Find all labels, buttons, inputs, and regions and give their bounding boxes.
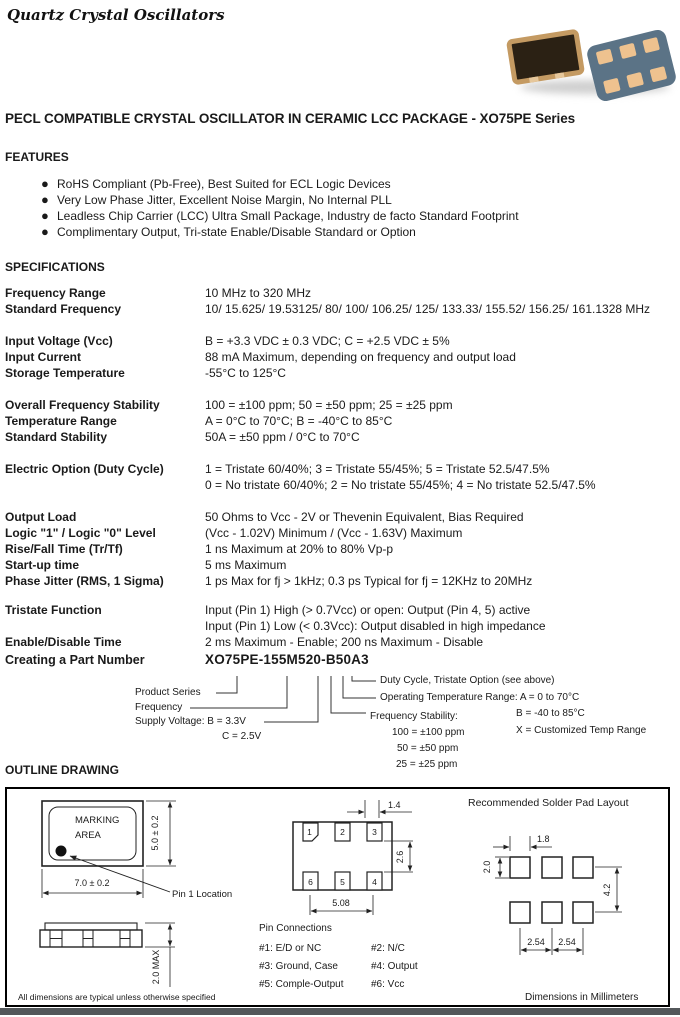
spec-value: -55°C to 125°C bbox=[205, 366, 286, 380]
feature-item bbox=[0, 192, 680, 208]
bullet-icon: ● bbox=[41, 176, 49, 191]
label-supply-voltage: Supply Voltage: B = 3.3V bbox=[135, 716, 246, 727]
pad-number: 5 bbox=[340, 877, 345, 887]
table-row bbox=[5, 509, 677, 525]
table-row bbox=[5, 429, 677, 445]
pin1-dot bbox=[56, 846, 67, 857]
solder-pad bbox=[542, 857, 562, 878]
spec-value: Input (Pin 1) High (> 0.7Vcc) or open: Output (Pin 4, 5) active bbox=[205, 603, 531, 617]
spec-value: 88 mA Maximum, depending on frequency and output load bbox=[205, 350, 516, 364]
dim-solder-col-pitch: 2.54 bbox=[527, 937, 545, 947]
table-row bbox=[5, 602, 677, 634]
chip-pad bbox=[650, 66, 668, 82]
spec-label: Logic "1" / Logic "0" Level bbox=[5, 526, 156, 540]
pad-number: 3 bbox=[372, 827, 377, 837]
table-row bbox=[5, 413, 677, 429]
feature-text: RoHS Compliant (Pb-Free), Best Suited for ECL Logic Devices bbox=[57, 177, 391, 191]
dim-solder-row-pitch: 4.2 bbox=[602, 883, 612, 897]
dim-pad-span: 5.08 bbox=[332, 898, 350, 908]
pin1-location-label: Pin 1 Location bbox=[172, 889, 233, 900]
table-row bbox=[5, 461, 677, 493]
table-row bbox=[5, 541, 677, 557]
solder-pad bbox=[573, 902, 593, 923]
feature-item bbox=[0, 208, 680, 224]
features-list bbox=[0, 176, 680, 240]
pin-connection: #3: Ground, Case bbox=[259, 961, 338, 972]
pin-connection: #2: N/C bbox=[371, 943, 405, 954]
table-row bbox=[5, 525, 677, 541]
dim-body-height: 5.0 ± 0.2 bbox=[150, 815, 160, 851]
label-stability-100: 100 = ±100 ppm bbox=[392, 727, 465, 738]
spec-label: Input Voltage (Vcc) bbox=[5, 334, 113, 348]
package-top-view bbox=[42, 801, 232, 900]
marking-area-label: AREA bbox=[75, 830, 101, 841]
dim-solder-pad-width: 1.8 bbox=[537, 834, 550, 844]
pin-connection: #1: E/D or NC bbox=[259, 943, 322, 954]
label-frequency: Frequency bbox=[135, 702, 183, 713]
pad-number: 4 bbox=[372, 877, 377, 887]
part-number-heading: Creating a Part Number bbox=[5, 653, 145, 667]
spec-label: Temperature Range bbox=[5, 414, 117, 428]
label-operating-temp: Operating Temperature Range: A = 0 to 70°C bbox=[380, 692, 580, 703]
solder-pad bbox=[510, 857, 530, 878]
table-row bbox=[5, 573, 677, 589]
spec-label: Rise/Fall Time (Tr/Tf) bbox=[5, 542, 123, 556]
bullet-icon: ● bbox=[41, 208, 49, 223]
label-duty-cycle: Duty Cycle, Tristate Option (see above) bbox=[380, 675, 555, 686]
label-product-series: Product Series bbox=[135, 687, 201, 698]
table-row bbox=[5, 349, 677, 365]
pad-number: 1 bbox=[307, 827, 312, 837]
table-row bbox=[5, 333, 677, 349]
pin-connections-heading: Pin Connections bbox=[259, 923, 332, 934]
spec-label: Overall Frequency Stability bbox=[5, 398, 160, 412]
spec-label: Start-up time bbox=[5, 558, 80, 572]
chip-photo-bottom-view bbox=[585, 28, 677, 103]
spec-label: Storage Temperature bbox=[5, 366, 125, 380]
pin-connection: #6: Vcc bbox=[371, 979, 405, 990]
outline-drawing-box bbox=[5, 787, 670, 1007]
spec-label: Phase Jitter (RMS, 1 Sigma) bbox=[5, 574, 164, 588]
spec-label: Standard Stability bbox=[5, 430, 108, 444]
spec-value: 50A = ±50 ppm / 0°C to 70°C bbox=[205, 430, 360, 444]
brand-heading: Quartz Crystal Oscillators bbox=[7, 6, 225, 24]
dimensions-note-right: Dimensions in Millimeters bbox=[525, 992, 639, 1003]
spec-value: 10 MHz to 320 MHz bbox=[205, 286, 312, 300]
spec-value: 1 ps Max for fj > 1kHz; 0.3 ps Typical for fj = 12KHz to 20MHz bbox=[205, 574, 533, 588]
spec-label: Enable/Disable Time bbox=[5, 635, 122, 649]
table-row bbox=[5, 557, 677, 573]
features-heading: FEATURES bbox=[5, 150, 69, 164]
page-title: PECL COMPATIBLE CRYSTAL OSCILLATOR IN CERAMIC LCC PACKAGE - XO75PE Series bbox=[5, 111, 576, 126]
solder-pad-heading: Recommended Solder Pad Layout bbox=[468, 797, 629, 809]
spec-label: Input Current bbox=[5, 350, 81, 364]
feature-text: Very Low Phase Jitter, Excellent Noise Margin, No Internal PLL bbox=[57, 193, 392, 207]
chip-pad bbox=[642, 37, 660, 53]
spec-value: 0 = No tristate 60/40%; 2 = No tristate 55/45%; 4 = No tristate 52.5/47.5% bbox=[205, 478, 596, 492]
solder-pad bbox=[542, 902, 562, 923]
dim-solder-col-pitch: 2.54 bbox=[558, 937, 576, 947]
spec-value: 1 ns Maximum at 20% to 80% Vp-p bbox=[205, 542, 394, 556]
dim-body-thickness: 2.0 MAX bbox=[151, 949, 161, 985]
part-number-example: XO75PE-155M520-B50A3 bbox=[205, 652, 369, 667]
pad-number: 6 bbox=[308, 877, 313, 887]
pin-connection: #5: Comple-Output bbox=[259, 979, 344, 990]
spec-label: Electric Option (Duty Cycle) bbox=[5, 462, 164, 476]
pad-number: 2 bbox=[340, 827, 345, 837]
solder-pad bbox=[573, 857, 593, 878]
pin-connection: #4: Output bbox=[371, 961, 418, 972]
spec-value: 2 ms Maximum - Enable; 200 ns Maximum - Disable bbox=[205, 635, 484, 649]
label-stability-50: 50 = ±50 ppm bbox=[397, 743, 459, 754]
spec-value: 5 ms Maximum bbox=[205, 558, 287, 572]
spec-value: 100 = ±100 ppm; 50 = ±50 ppm; 25 = ±25 ppm bbox=[205, 398, 453, 412]
table-row bbox=[5, 365, 677, 381]
solder-pad bbox=[510, 902, 530, 923]
footer-bar bbox=[0, 1008, 680, 1015]
spec-value: (Vcc - 1.02V) Minimum / (Vcc - 1.63V) Maximum bbox=[205, 526, 463, 540]
dimensions-note-left: All dimensions are typical unless otherwise specified bbox=[18, 992, 216, 1002]
chip-castellation bbox=[555, 72, 565, 78]
outline-drawing bbox=[7, 789, 668, 1005]
label-operating-temp-x: X = Customized Temp Range bbox=[516, 725, 647, 736]
dim-solder-pad-height: 2.0 bbox=[482, 860, 492, 874]
spec-value: 50 Ohms to Vcc - 2V or Thevenin Equivalent, Bias Required bbox=[205, 510, 524, 524]
outline-drawing-heading: OUTLINE DRAWING bbox=[5, 763, 119, 777]
feature-item bbox=[0, 176, 680, 192]
chip-pad bbox=[603, 78, 621, 94]
pin-connections bbox=[259, 923, 418, 990]
specifications-table bbox=[5, 285, 677, 650]
chip-pad bbox=[596, 49, 614, 65]
marking-area-label: MARKING bbox=[75, 815, 120, 826]
chip-photo-top-view bbox=[506, 29, 585, 86]
spec-label: Output Load bbox=[5, 510, 77, 524]
spec-label: Standard Frequency bbox=[5, 302, 122, 316]
spec-label: Tristate Function bbox=[5, 603, 102, 617]
dim-pad-width: 1.4 bbox=[388, 800, 401, 810]
package-bottom-view bbox=[293, 800, 413, 915]
label-supply-voltage-c: C = 2.5V bbox=[222, 731, 262, 742]
spec-label: Frequency Range bbox=[5, 286, 106, 300]
feature-text: Complimentary Output, Tri-state Enable/Disable Standard or Option bbox=[57, 225, 416, 239]
spec-value: B = +3.3 VDC ± 0.3 VDC; C = +2.5 VDC ± 5% bbox=[205, 334, 450, 348]
package-side-view bbox=[40, 923, 175, 987]
spec-value: 10/ 15.625/ 19.53125/ 80/ 100/ 106.25/ 125/ 133.33/ 155.52/ 156.25/ 161.1328 MHz bbox=[205, 302, 651, 316]
specifications-heading: SPECIFICATIONS bbox=[5, 260, 105, 274]
spec-value: 1 = Tristate 60/40%; 3 = Tristate 55/45%; 5 = Tristate 52.5/47.5% bbox=[205, 462, 550, 476]
label-frequency-stability: Frequency Stability: bbox=[370, 711, 458, 722]
bullet-icon: ● bbox=[41, 192, 49, 207]
table-row bbox=[5, 397, 677, 413]
spec-value: Input (Pin 1) Low (< 0.3Vcc): Output disabled in high impedance bbox=[205, 619, 546, 633]
table-row bbox=[5, 301, 677, 317]
chip-pad bbox=[626, 72, 644, 88]
spec-value: A = 0°C to 70°C; B = -40°C to 85°C bbox=[205, 414, 393, 428]
label-stability-25: 25 = ±25 ppm bbox=[396, 759, 458, 770]
feature-item bbox=[0, 224, 680, 240]
table-row bbox=[5, 285, 677, 301]
label-operating-temp-b: B = -40 to 85°C bbox=[516, 708, 585, 719]
chip-pad bbox=[619, 43, 637, 59]
bullet-icon: ● bbox=[41, 224, 49, 239]
dim-body-width: 7.0 ± 0.2 bbox=[74, 878, 110, 888]
feature-text: Leadless Chip Carrier (LCC) Ultra Small Package, Industry de facto Standard Footprint bbox=[57, 209, 519, 223]
dim-row-gap: 2.6 bbox=[395, 850, 405, 864]
solder-pad-layout bbox=[468, 797, 629, 955]
